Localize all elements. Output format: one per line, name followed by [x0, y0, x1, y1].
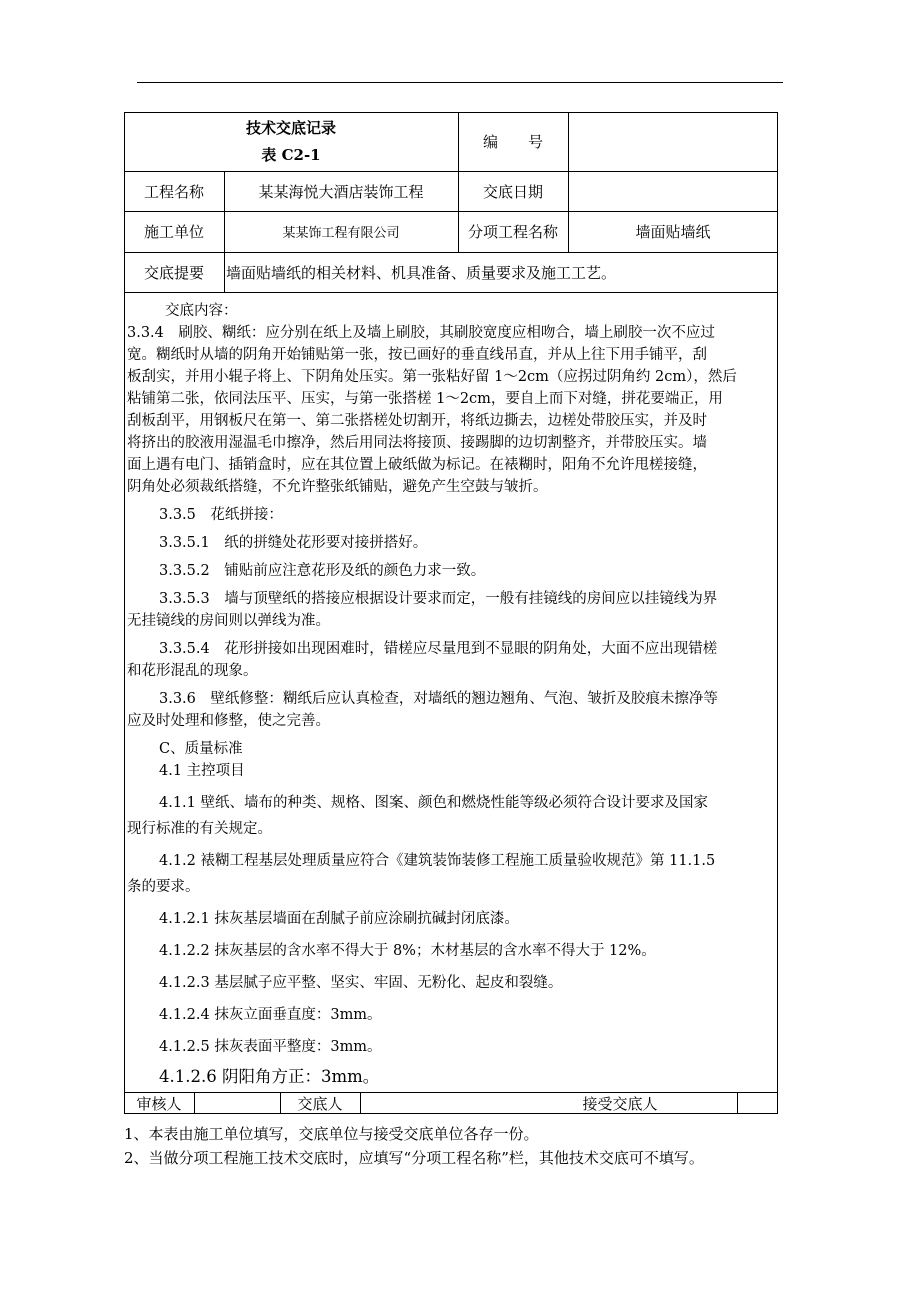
content-line: 3.3.5.1 纸的拼缝处花形要对接拼搭好。 [159, 535, 428, 551]
content-line: 将挤出的胶液用湿温毛巾擦净，然后用同法将接顶、接踢脚的边切割整齐，并带胶压实。墙 [127, 435, 707, 451]
content-line: 4.1.2.1 抹灰基层墙面在刮腻子前应涂刷抗碱封闭底漆。 [159, 911, 519, 927]
content-line: 3.3.5.4 花形拼接如出现困难时，错槎应尽量甩到不显眼的阴角处，大面不应出现错槎 [159, 641, 718, 657]
construction-unit-label: 施工单位 [143, 223, 204, 241]
section-heading: C、质量标准 [159, 741, 243, 757]
content-line: 板刮实，并用小辊子将上、下阴角处压实。第一张粘好留 1～2cm（应拐过阴角约 2cm），然后 [127, 369, 737, 385]
summary-label: 交底提要 [143, 263, 204, 282]
content-heading: 交底内容： [165, 303, 238, 319]
receiver-signature-field[interactable] [737, 1092, 778, 1114]
form-title: 技术交底记录 [245, 118, 336, 137]
content-line: 条的要求。 [127, 879, 200, 895]
content-line: 4.1.2.3 基层腻子应平整、坚实、牢固、无粉化、起皮和裂缝。 [159, 975, 563, 991]
grid-line [124, 292, 778, 293]
footnote: 2、当做分项工程施工技术交底时，应填写“分项工程名称”栏，其他技术交底可不填写。 [124, 1149, 704, 1167]
content-line: 3.3.6 壁纸修整：糊纸后应认真检查，对墙纸的翘边翘角、气泡、皱折及胶痕未擦净等 [159, 691, 718, 707]
top-rule [137, 82, 783, 83]
content-line: 3.3.5.2 铺贴前应注意花形及纸的颜色力求一致。 [159, 563, 486, 579]
content-line: 4.1.2.4 抹灰立面垂直度：3mm。 [159, 1007, 382, 1023]
sub-project-value[interactable]: 墙面贴墙纸 [635, 223, 711, 241]
content-line: 刮板刮平，用钢板尺在第一、第二张搭槎处切割开，将纸边撕去，边槎处带胶压实，并及时 [127, 413, 707, 429]
content-line: 应及时处理和修整，使之完善。 [127, 713, 330, 729]
project-name-value[interactable]: 某某海悦大酒店装饰工程 [258, 182, 424, 201]
content-line: 和花形混乱的现象。 [127, 663, 258, 679]
content-line: 阴角处必须裁纸搭缝，不允许整张纸铺贴，避免产生空鼓与皱折。 [127, 479, 548, 495]
section-heading: 4.1 主控项目 [159, 763, 245, 779]
construction-unit-value[interactable]: 某某饰工程有限公司 [282, 226, 400, 241]
content-line: 宽。糊纸时从墙的阴角开始铺贴第一张，按已画好的垂直线吊直，并从上往下用手铺平，刮 [127, 347, 707, 363]
content-line: 粘铺第二张，依同法压平、压实，与第一张搭槎 1～2cm，要自上而下对缝，拼花要端正，用 [127, 391, 723, 407]
disclosure-content [127, 300, 781, 1100]
number-label: 编 号 [482, 133, 543, 151]
form-number: 表 C2-1 [261, 145, 321, 164]
content-line: 现行标准的有关规定。 [127, 821, 272, 837]
receiver-label: 接受交底人 [582, 1094, 658, 1113]
summary-value[interactable]: 墙面贴墙纸的相关材料、机具准备、质量要求及施工工艺。 [226, 263, 617, 282]
project-name-label: 工程名称 [143, 182, 204, 201]
disclosure-date-field[interactable] [568, 171, 778, 211]
number-field[interactable] [568, 112, 778, 171]
content-line: 4.1.1 壁纸、墙布的种类、规格、图案、颜色和燃烧性能等级必须符合设计要求及国家 [159, 795, 709, 811]
content-line: 4.1.2.2 抹灰基层的含水率不得大于 8%；木材基层的含水率不得大于 12%。 [159, 943, 656, 959]
form-title-block [124, 112, 458, 171]
content-line: 3.3.5.3 墙与顶壁纸的搭接应根据设计要求而定，一般有挂镜线的房间应以挂镜线为界 [159, 591, 718, 607]
content-line: 无挂镜线的房间则以弹线为准。 [127, 613, 330, 629]
content-line: 3.3.5 花纸拼接： [159, 507, 283, 523]
content-line: 3.3.4 刷胶、糊纸：应分别在纸上及墙上刷胶，其刷胶宽度应相吻合，墙上刷胶一次不应过 [127, 325, 715, 341]
disclosure-date-label: 交底日期 [482, 182, 543, 201]
discloser-signature-field[interactable] [360, 1092, 440, 1114]
content-line: 4.1.2 裱糊工程基层处理质量应符合《建筑装饰装修工程施工质量验收规范》第 11.1.5 [159, 853, 716, 869]
content-line: 面上遇有电门、插销盒时，应在其位置上破纸做为标记。在裱糊时，阳角不允许甩槎接缝， [127, 457, 707, 473]
reviewer-signature-field[interactable] [194, 1092, 280, 1114]
sub-project-label: 分项工程名称 [467, 223, 558, 241]
content-line: 4.1.2.5 抹灰表面平整度：3mm。 [159, 1039, 382, 1055]
footnote: 1、本表由施工单位填写，交底单位与接受交底单位各存一份。 [124, 1125, 539, 1143]
content-line: 4.1.2.6 阴阳角方正：3mm。 [159, 1067, 380, 1086]
discloser-label: 交底人 [297, 1094, 343, 1113]
reviewer-label: 审核人 [136, 1094, 182, 1113]
